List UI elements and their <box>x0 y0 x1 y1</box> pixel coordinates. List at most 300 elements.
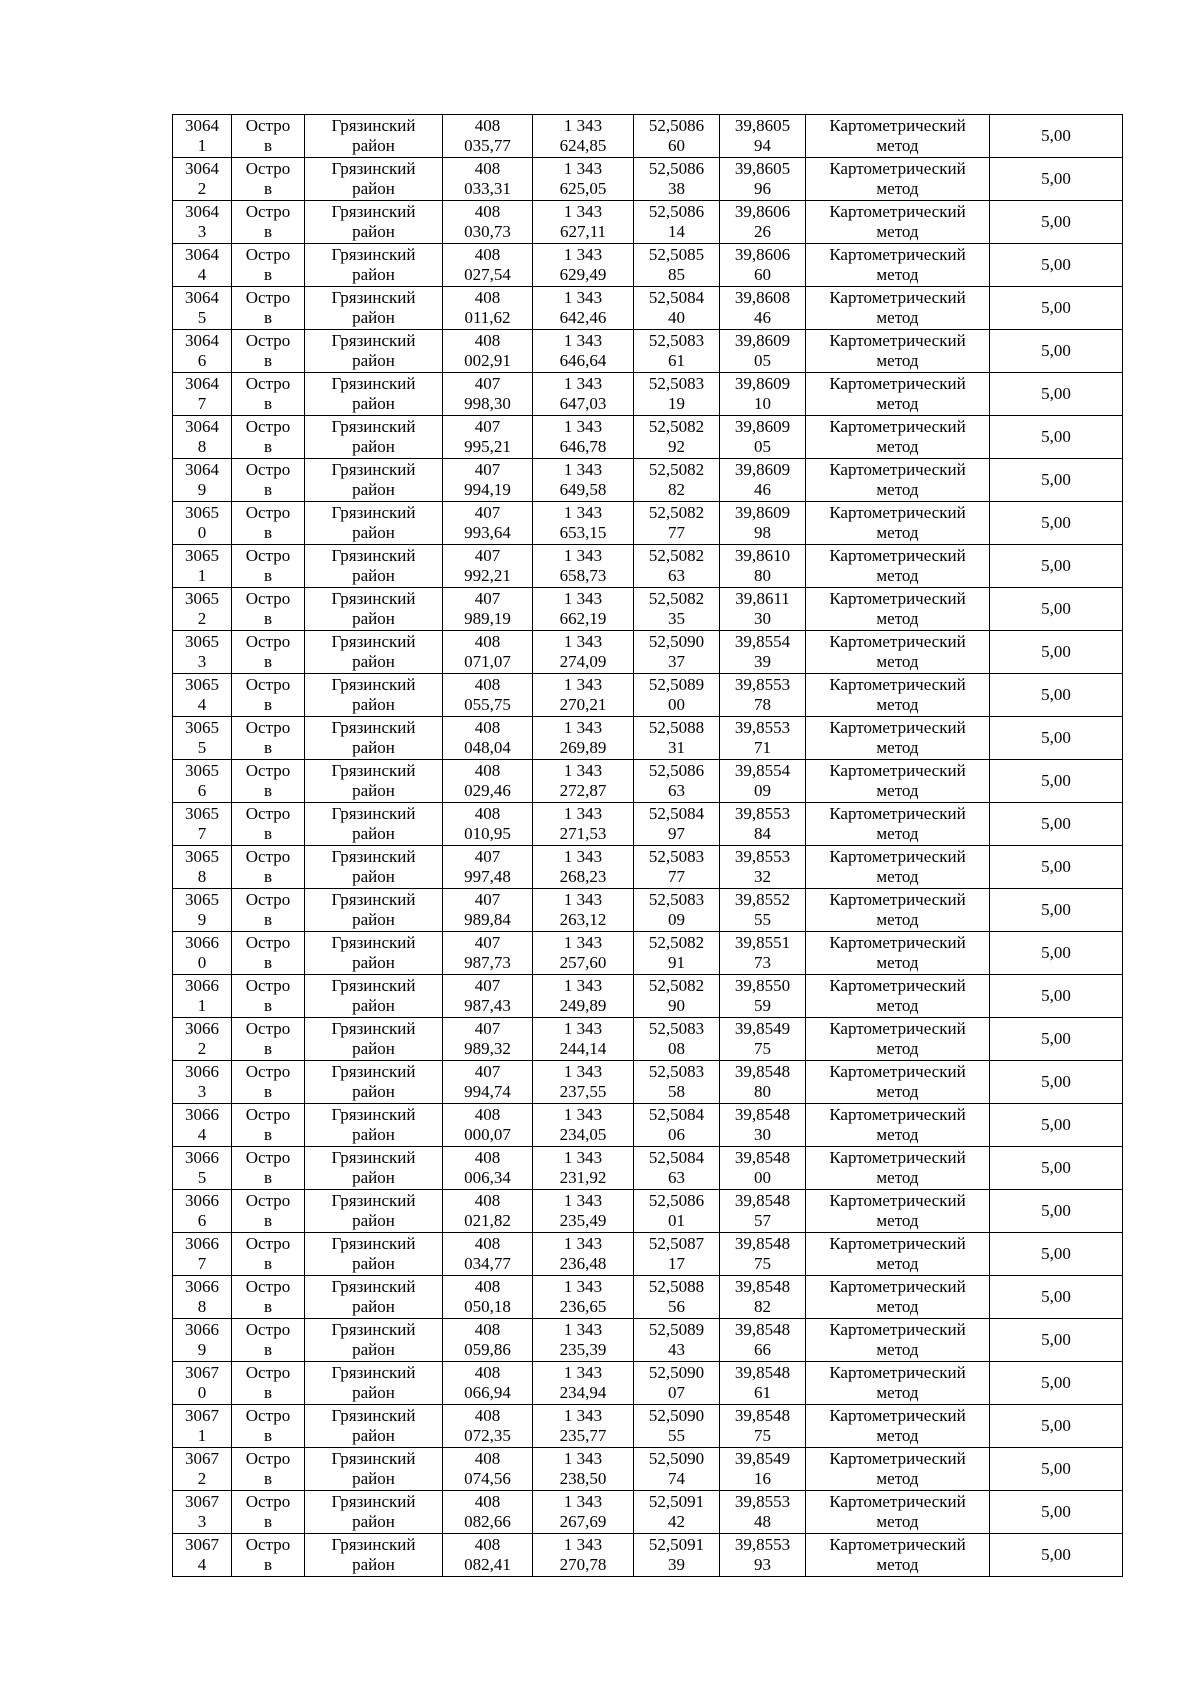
coord-y-cell <box>533 244 634 287</box>
district-cell-line: Грязинский <box>331 804 416 823</box>
district-cell <box>305 287 443 330</box>
latitude-cell-line: 58 <box>668 1082 685 1101</box>
longitude-cell-line: 39,8554 <box>734 632 791 651</box>
point-number-cell-line: 3065 <box>185 890 219 909</box>
latitude-cell-line: 52,5083 <box>648 847 705 866</box>
coord-y-cell-line: 646,78 <box>559 437 607 456</box>
coord-x-cell-line: 408 <box>474 675 501 694</box>
coord-y-cell-line: 1 343 <box>563 374 603 393</box>
point-number-cell-line: 2 <box>197 1469 207 1488</box>
coord-y-cell-line: 236,65 <box>559 1297 607 1316</box>
district-cell-line: район <box>352 351 395 370</box>
object-type-cell-line: Остро <box>245 159 291 178</box>
coord-y-cell-line: 1 343 <box>563 288 603 307</box>
longitude-cell-line: 39,8608 <box>734 288 791 307</box>
district-cell <box>305 416 443 459</box>
object-type-cell-line: Остро <box>245 202 291 221</box>
district-cell-line: Грязинский <box>331 1535 416 1554</box>
coord-y-cell <box>533 416 634 459</box>
method-cell-line: метод <box>876 480 919 499</box>
longitude-cell <box>720 631 806 674</box>
latitude-cell <box>634 330 720 373</box>
coord-x-cell-line: 082,41 <box>464 1555 511 1574</box>
coord-y-cell-line: 272,87 <box>559 781 607 800</box>
object-type-cell-line: Остро <box>245 1019 291 1038</box>
longitude-cell <box>720 545 806 588</box>
district-cell-line: район <box>352 1039 395 1058</box>
district-cell <box>305 1276 443 1319</box>
method-cell-line: Картометрический <box>829 417 966 436</box>
point-number-cell-line: 3064 <box>185 245 219 264</box>
district-cell-line: Грязинский <box>331 718 416 737</box>
coord-x-cell-line: 000,07 <box>464 1125 511 1144</box>
point-number-cell-line: 3067 <box>185 1535 219 1554</box>
point-number-cell-line: 5 <box>197 1168 207 1187</box>
point-number-cell <box>173 1491 232 1534</box>
longitude-cell <box>720 115 806 158</box>
accuracy-cell: 5,00 <box>990 1147 1123 1190</box>
coord-y-cell-line: 1 343 <box>563 804 603 823</box>
point-number-cell-line: 1 <box>197 1426 207 1445</box>
point-number-cell <box>173 975 232 1018</box>
latitude-cell <box>634 201 720 244</box>
coord-y-cell-line: 267,69 <box>559 1512 607 1531</box>
object-type-cell-line: Остро <box>245 1277 291 1296</box>
latitude-cell-line: 19 <box>668 394 685 413</box>
point-number-cell-line: 3065 <box>185 589 219 608</box>
longitude-cell <box>720 1491 806 1534</box>
object-type-cell-line: в <box>263 1125 273 1144</box>
coord-y-cell-line: 1 343 <box>563 761 603 780</box>
latitude-cell-line: 52,5085 <box>648 245 705 264</box>
longitude-cell-line: 39,8548 <box>734 1406 791 1425</box>
table-row <box>173 330 1123 373</box>
object-type-cell <box>232 803 305 846</box>
method-cell <box>806 373 990 416</box>
coord-x-cell-line: 030,73 <box>464 222 511 241</box>
method-cell <box>806 588 990 631</box>
longitude-cell-line: 57 <box>754 1211 771 1230</box>
coord-y-cell-line: 1 343 <box>563 933 603 952</box>
coord-y-cell-line: 268,23 <box>559 867 607 886</box>
coord-x-cell-line: 408 <box>474 1492 501 1511</box>
longitude-cell-line: 80 <box>754 566 771 585</box>
coord-x-cell <box>443 502 533 545</box>
accuracy-cell: 5,00 <box>990 244 1123 287</box>
object-type-cell-line: Остро <box>245 1191 291 1210</box>
coord-y-cell-line: 629,49 <box>559 265 607 284</box>
method-cell-line: Картометрический <box>829 374 966 393</box>
district-cell-line: Грязинский <box>331 976 416 995</box>
coord-x-cell-line: 408 <box>474 202 501 221</box>
district-cell-line: район <box>352 1082 395 1101</box>
point-number-cell-line: 3066 <box>185 1320 219 1339</box>
coord-x-cell-line: 407 <box>474 1062 501 1081</box>
latitude-cell-line: 60 <box>668 136 685 155</box>
method-cell-line: метод <box>876 1211 919 1230</box>
district-cell <box>305 545 443 588</box>
latitude-cell-line: 39 <box>668 1555 685 1574</box>
district-cell-line: Грязинский <box>331 1191 416 1210</box>
coord-x-cell <box>443 201 533 244</box>
longitude-cell-line: 39,8551 <box>734 933 791 952</box>
coord-x-cell-line: 408 <box>474 632 501 651</box>
object-type-cell-line: Остро <box>245 417 291 436</box>
coord-y-cell-line: 627,11 <box>559 222 607 241</box>
table-row <box>173 416 1123 459</box>
longitude-cell <box>720 330 806 373</box>
method-cell <box>806 631 990 674</box>
latitude-cell-line: 52,5086 <box>648 202 705 221</box>
longitude-cell <box>720 846 806 889</box>
coord-y-cell-line: 234,94 <box>559 1383 607 1402</box>
point-number-cell <box>173 1190 232 1233</box>
coord-x-cell-line: 989,32 <box>464 1039 511 1058</box>
latitude-cell <box>634 1104 720 1147</box>
object-type-cell <box>232 846 305 889</box>
method-cell <box>806 416 990 459</box>
latitude-cell-line: 52,5084 <box>648 1105 705 1124</box>
coord-x-cell-line: 027,54 <box>464 265 511 284</box>
coord-x-cell-line: 074,56 <box>464 1469 511 1488</box>
coord-y-cell <box>533 1362 634 1405</box>
method-cell-line: метод <box>876 437 919 456</box>
table-row <box>173 760 1123 803</box>
longitude-cell <box>720 1147 806 1190</box>
object-type-cell-line: Остро <box>245 374 291 393</box>
longitude-cell <box>720 803 806 846</box>
object-type-cell-line: в <box>263 996 273 1015</box>
longitude-cell <box>720 1405 806 1448</box>
point-number-cell-line: 3065 <box>185 761 219 780</box>
coord-y-cell-line: 1 343 <box>563 1148 603 1167</box>
method-cell-line: Картометрический <box>829 1062 966 1081</box>
coord-y-cell-line: 1 343 <box>563 1062 603 1081</box>
district-cell-line: Грязинский <box>331 159 416 178</box>
latitude-cell-line: 52,5083 <box>648 331 705 350</box>
district-cell-line: Грязинский <box>331 245 416 264</box>
method-cell-line: Картометрический <box>829 460 966 479</box>
point-number-cell <box>173 201 232 244</box>
method-cell-line: Картометрический <box>829 675 966 694</box>
coord-y-cell <box>533 717 634 760</box>
object-type-cell <box>232 459 305 502</box>
table-row <box>173 803 1123 846</box>
method-cell-line: метод <box>876 738 919 757</box>
coord-x-cell <box>443 975 533 1018</box>
coord-x-cell-line: 407 <box>474 589 501 608</box>
coord-y-cell <box>533 158 634 201</box>
latitude-cell <box>634 1319 720 1362</box>
method-cell-line: Картометрический <box>829 159 966 178</box>
coord-x-cell <box>443 416 533 459</box>
district-cell-line: Грязинский <box>331 374 416 393</box>
table-row <box>173 1405 1123 1448</box>
object-type-cell-line: Остро <box>245 460 291 479</box>
district-cell-line: район <box>352 1469 395 1488</box>
method-cell-line: Картометрический <box>829 761 966 780</box>
longitude-cell-line: 39,8553 <box>734 1535 791 1554</box>
latitude-cell <box>634 1362 720 1405</box>
coord-y-cell <box>533 1104 634 1147</box>
longitude-cell <box>720 287 806 330</box>
method-cell <box>806 1534 990 1577</box>
longitude-cell-line: 46 <box>754 308 771 327</box>
method-cell-line: метод <box>876 136 919 155</box>
latitude-cell-line: 52,5083 <box>648 1019 705 1038</box>
point-number-cell-line: 3066 <box>185 1148 219 1167</box>
coord-y-cell-line: 1 343 <box>563 116 603 135</box>
longitude-cell-line: 46 <box>754 480 771 499</box>
object-type-cell-line: Остро <box>245 632 291 651</box>
method-cell-line: Картометрический <box>829 589 966 608</box>
longitude-cell-line: 39,8553 <box>734 847 791 866</box>
method-cell-line: Картометрический <box>829 288 966 307</box>
longitude-cell-line: 61 <box>754 1383 771 1402</box>
point-number-cell-line: 3067 <box>185 1449 219 1468</box>
district-cell-line: район <box>352 609 395 628</box>
object-type-cell-line: в <box>263 523 273 542</box>
longitude-cell-line: 39,8553 <box>734 804 791 823</box>
method-cell <box>806 803 990 846</box>
district-cell-line: Грязинский <box>331 331 416 350</box>
accuracy-cell: 5,00 <box>990 717 1123 760</box>
object-type-cell-line: Остро <box>245 804 291 823</box>
method-cell-line: Картометрический <box>829 1019 966 1038</box>
object-type-cell-line: Остро <box>245 1363 291 1382</box>
object-type-cell-line: в <box>263 738 273 757</box>
point-number-cell-line: 3066 <box>185 976 219 995</box>
coord-x-cell-line: 407 <box>474 1019 501 1038</box>
object-type-cell <box>232 1018 305 1061</box>
object-type-cell-line: в <box>263 652 273 671</box>
longitude-cell-line: 93 <box>754 1555 771 1574</box>
coord-x-cell-line: 059,86 <box>464 1340 511 1359</box>
point-number-cell-line: 1 <box>197 996 207 1015</box>
coord-y-cell-line: 1 343 <box>563 503 603 522</box>
point-number-cell-line: 3065 <box>185 847 219 866</box>
latitude-cell-line: 52,5087 <box>648 1234 705 1253</box>
point-number-cell-line: 3065 <box>185 718 219 737</box>
point-number-cell-line: 3067 <box>185 1492 219 1511</box>
district-cell-line: Грязинский <box>331 503 416 522</box>
latitude-cell-line: 97 <box>668 824 685 843</box>
district-cell-line: район <box>352 480 395 499</box>
district-cell-line: район <box>352 1340 395 1359</box>
longitude-cell-line: 39,8549 <box>734 1019 791 1038</box>
object-type-cell-line: Остро <box>245 1449 291 1468</box>
point-number-cell-line: 3067 <box>185 1363 219 1382</box>
point-number-cell <box>173 760 232 803</box>
district-cell-line: Грязинский <box>331 1062 416 1081</box>
latitude-cell-line: 52,5091 <box>648 1535 705 1554</box>
point-number-cell <box>173 545 232 588</box>
coord-x-cell-line: 066,94 <box>464 1383 511 1402</box>
coord-x-cell-line: 408 <box>474 1406 501 1425</box>
accuracy-cell: 5,00 <box>990 330 1123 373</box>
coord-x-cell <box>443 1061 533 1104</box>
longitude-cell-line: 78 <box>754 695 771 714</box>
longitude-cell-line: 30 <box>754 1125 771 1144</box>
longitude-cell-line: 84 <box>754 824 771 843</box>
coord-y-cell-line: 1 343 <box>563 245 603 264</box>
method-cell <box>806 1362 990 1405</box>
district-cell-line: район <box>352 566 395 585</box>
coord-x-cell-line: 408 <box>474 245 501 264</box>
longitude-cell <box>720 158 806 201</box>
longitude-cell-line: 39,8606 <box>734 202 791 221</box>
district-cell <box>305 1491 443 1534</box>
method-cell-line: метод <box>876 1168 919 1187</box>
district-cell-line: район <box>352 265 395 284</box>
longitude-cell <box>720 717 806 760</box>
point-number-cell <box>173 932 232 975</box>
method-cell <box>806 760 990 803</box>
latitude-cell-line: 56 <box>668 1297 685 1316</box>
longitude-cell-line: 39,8609 <box>734 331 791 350</box>
district-cell-line: район <box>352 1383 395 1402</box>
method-cell <box>806 1448 990 1491</box>
object-type-cell <box>232 1276 305 1319</box>
method-cell-line: Картометрический <box>829 202 966 221</box>
latitude-cell <box>634 502 720 545</box>
longitude-cell-line: 39,8548 <box>734 1277 791 1296</box>
coord-x-cell <box>443 158 533 201</box>
district-cell-line: Грязинский <box>331 890 416 909</box>
district-cell <box>305 1405 443 1448</box>
method-cell-line: Картометрический <box>829 847 966 866</box>
coord-x-cell-line: 992,21 <box>464 566 511 585</box>
coord-y-cell-line: 270,78 <box>559 1555 607 1574</box>
coord-y-cell-line: 270,21 <box>559 695 607 714</box>
method-cell <box>806 330 990 373</box>
district-cell-line: Грязинский <box>331 1105 416 1124</box>
table-row <box>173 588 1123 631</box>
object-type-cell-line: в <box>263 1340 273 1359</box>
point-number-cell-line: 4 <box>197 1125 207 1144</box>
latitude-cell <box>634 1491 720 1534</box>
latitude-cell-line: 52,5091 <box>648 1492 705 1511</box>
object-type-cell-line: Остро <box>245 1148 291 1167</box>
longitude-cell <box>720 373 806 416</box>
coord-y-cell-line: 235,77 <box>559 1426 607 1445</box>
accuracy-cell: 5,00 <box>990 1061 1123 1104</box>
coord-y-cell <box>533 1276 634 1319</box>
object-type-cell-line: в <box>263 136 273 155</box>
latitude-cell-line: 38 <box>668 179 685 198</box>
object-type-cell-line: в <box>263 437 273 456</box>
table-body <box>173 115 1123 1577</box>
coord-y-cell-line: 235,39 <box>559 1340 607 1359</box>
district-cell-line: Грязинский <box>331 675 416 694</box>
coord-y-cell-line: 646,64 <box>559 351 607 370</box>
object-type-cell-line: Остро <box>245 890 291 909</box>
method-cell-line: метод <box>876 867 919 886</box>
coord-x-cell <box>443 373 533 416</box>
coord-x-cell-line: 407 <box>474 976 501 995</box>
coord-x-cell <box>443 545 533 588</box>
method-cell-line: метод <box>876 1082 919 1101</box>
object-type-cell <box>232 932 305 975</box>
coord-y-cell <box>533 760 634 803</box>
coord-x-cell-line: 010,95 <box>464 824 511 843</box>
point-number-cell <box>173 717 232 760</box>
district-cell-line: район <box>352 179 395 198</box>
coord-y-cell <box>533 1061 634 1104</box>
point-number-cell <box>173 1405 232 1448</box>
coord-x-cell-line: 408 <box>474 331 501 350</box>
point-number-cell <box>173 1233 232 1276</box>
method-cell-line: метод <box>876 695 919 714</box>
object-type-cell <box>232 1233 305 1276</box>
district-cell-line: район <box>352 523 395 542</box>
latitude-cell-line: 52,5082 <box>648 503 705 522</box>
longitude-cell-line: 26 <box>754 222 771 241</box>
coord-y-cell-line: 1 343 <box>563 202 603 221</box>
object-type-cell-line: Остро <box>245 503 291 522</box>
latitude-cell <box>634 115 720 158</box>
coord-x-cell-line: 072,35 <box>464 1426 511 1445</box>
coord-y-cell-line: 624,85 <box>559 136 607 155</box>
coord-y-cell <box>533 1233 634 1276</box>
coord-y-cell <box>533 846 634 889</box>
object-type-cell <box>232 373 305 416</box>
district-cell <box>305 975 443 1018</box>
district-cell-line: район <box>352 781 395 800</box>
coord-x-cell-line: 987,73 <box>464 953 511 972</box>
method-cell <box>806 1061 990 1104</box>
object-type-cell-line: в <box>263 867 273 886</box>
object-type-cell-line: в <box>263 265 273 284</box>
coord-x-cell-line: 407 <box>474 374 501 393</box>
method-cell <box>806 1319 990 1362</box>
latitude-cell-line: 00 <box>668 695 685 714</box>
coord-y-cell <box>533 932 634 975</box>
district-cell-line: район <box>352 953 395 972</box>
coord-x-cell <box>443 1534 533 1577</box>
coord-x-cell-line: 021,82 <box>464 1211 511 1230</box>
table-row <box>173 201 1123 244</box>
point-number-cell-line: 9 <box>197 1340 207 1359</box>
point-number-cell <box>173 889 232 932</box>
object-type-cell-line: в <box>263 1555 273 1574</box>
longitude-cell <box>720 1233 806 1276</box>
longitude-cell-line: 75 <box>754 1254 771 1273</box>
coord-x-cell-line: 994,19 <box>464 480 511 499</box>
longitude-cell <box>720 1362 806 1405</box>
coord-y-cell <box>533 631 634 674</box>
point-number-cell-line: 5 <box>197 308 207 327</box>
point-number-cell <box>173 330 232 373</box>
latitude-cell-line: 85 <box>668 265 685 284</box>
method-cell <box>806 932 990 975</box>
district-cell-line: район <box>352 308 395 327</box>
coord-x-cell-line: 029,46 <box>464 781 511 800</box>
coord-y-cell <box>533 1405 634 1448</box>
accuracy-cell: 5,00 <box>990 803 1123 846</box>
latitude-cell-line: 52,5082 <box>648 546 705 565</box>
coord-x-cell <box>443 1147 533 1190</box>
point-number-cell <box>173 115 232 158</box>
accuracy-cell: 5,00 <box>990 1362 1123 1405</box>
latitude-cell-line: 14 <box>668 222 685 241</box>
method-cell-line: метод <box>876 781 919 800</box>
point-number-cell-line: 1 <box>197 136 207 155</box>
method-cell <box>806 1491 990 1534</box>
method-cell <box>806 889 990 932</box>
latitude-cell <box>634 1018 720 1061</box>
table-row <box>173 631 1123 674</box>
